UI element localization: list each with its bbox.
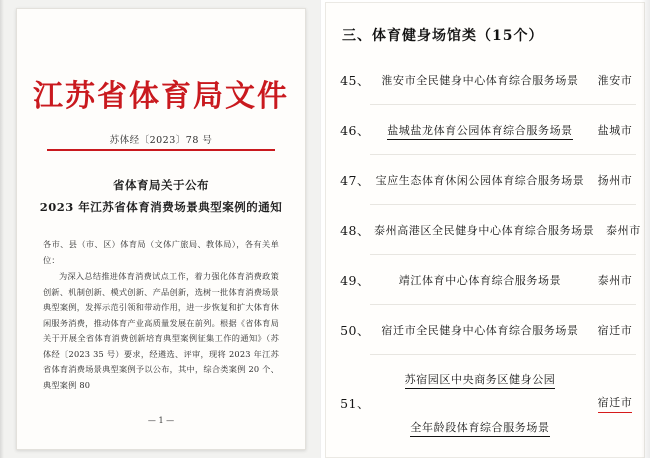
row-city: 淮安市 <box>597 74 633 87</box>
row-name-line1 <box>374 361 586 397</box>
table-row <box>326 105 644 155</box>
row-city-text: 宿迁市 <box>598 394 633 413</box>
document-heading-line1: 省体育局关于公布 <box>113 178 209 192</box>
table-row <box>326 55 644 105</box>
right-list-pane <box>320 0 650 458</box>
row-city: 宿迁市 <box>597 324 633 337</box>
document-body-paragraph: 各市、县（市、区）体育局（文体广旅局、教体局），各有关单位： <box>43 239 279 265</box>
row-name-text: 宿迁市全民健身中心体育综合服务场景 <box>381 324 579 337</box>
row-city <box>586 355 644 451</box>
row-number: 45、 <box>340 73 370 88</box>
list-sheet <box>325 2 645 458</box>
row-city: 扬州市 <box>597 174 633 187</box>
row-city: 泰州市 <box>606 224 641 237</box>
row-name-text: 靖江体育中心体育综合服务场景 <box>398 274 562 287</box>
document-body <box>43 237 279 394</box>
row-name <box>374 122 586 138</box>
row-number: 51、 <box>340 396 370 411</box>
document-sheet <box>16 8 306 450</box>
row-name <box>374 272 586 288</box>
row-name <box>374 172 586 188</box>
row-name-text: 淮安市全民健身中心体育综合服务场景 <box>381 74 579 87</box>
row-name-text: 全年龄段体育综合服务场景 <box>410 421 549 437</box>
row-name-text: 盐城盐龙体育公园体育综合服务场景 <box>387 124 573 140</box>
row-name-text: 泰州高港区全民健身中心体育综合服务场景 <box>374 224 595 237</box>
row-name-text: 宝应生态体育休闲公园体育综合服务场景 <box>375 174 585 187</box>
row-name <box>374 72 586 88</box>
row-number: 46、 <box>340 123 370 138</box>
left-document-pane <box>0 0 320 458</box>
table-row-split <box>326 355 644 451</box>
row-city: 盐城市 <box>597 124 633 137</box>
red-divider-rule <box>47 149 275 151</box>
table-row <box>326 205 644 255</box>
row-number: 49、 <box>340 273 370 288</box>
table-row <box>326 155 644 205</box>
document-heading-line2: 2023 年江苏省体育消费场景典型案例的通知 <box>39 200 283 214</box>
section-title: 三、体育健身场馆类（15个） <box>342 28 544 44</box>
document-page-number: — 1 — <box>147 416 175 425</box>
table-row <box>326 305 644 355</box>
page-edge-shadow <box>0 0 4 458</box>
document-number: 苏体经〔2023〕78 号 <box>109 135 213 146</box>
row-number: 48、 <box>340 223 370 238</box>
row-name-text: 苏宿园区中央商务区健身公园 <box>405 373 556 389</box>
row-number: 47、 <box>340 173 370 188</box>
list-rows <box>326 55 644 451</box>
row-name <box>374 322 586 338</box>
table-row <box>326 255 644 305</box>
row-name <box>374 222 594 238</box>
document-title: 江苏省体育局文件 <box>33 79 289 114</box>
row-city: 泰州市 <box>597 274 633 287</box>
row-name-group <box>374 355 586 451</box>
row-number: 50、 <box>340 323 370 338</box>
row-name-line2 <box>374 409 586 445</box>
document-body-paragraph: 为深入总结推进体育消费试点工作，着力强化体育消费政策创新、机制创新、模式创新、产品创新，选树一批体育消费场景典型案例，发挥示范引领和带动作用，进一步恢复和扩大体育休闲服务消费，推动体育产业高质量发展在前列。根据《省体育局关于开展全省体育消费创新培育典型案例征集工作的通知》（苏体经〔2023 35 号）要求，经遴选、评审，现将 2023 年江苏省体育消费场景典型案例予以公布，其中，综合类案例 20 个、典型案例 80 <box>43 271 279 390</box>
